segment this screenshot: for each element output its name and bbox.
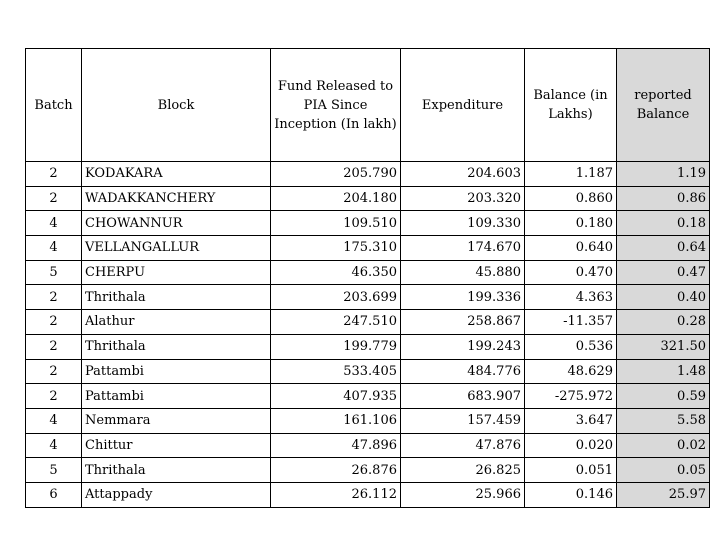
cell-expenditure: 204.603 bbox=[401, 162, 525, 187]
cell-batch: 6 bbox=[26, 482, 82, 507]
cell-block: Pattambi bbox=[82, 384, 271, 409]
header-batch: Batch bbox=[26, 49, 82, 162]
cell-balance: 0.180 bbox=[525, 211, 617, 236]
cell-block: CHOWANNUR bbox=[82, 211, 271, 236]
table-row bbox=[26, 162, 710, 187]
cell-expenditure: 47.876 bbox=[401, 433, 525, 458]
cell-block: CHERPU bbox=[82, 260, 271, 285]
cell-fund-released: 199.779 bbox=[271, 334, 401, 359]
cell-block: Thrithala bbox=[82, 458, 271, 483]
cell-fund-released: 26.112 bbox=[271, 482, 401, 507]
cell-block: WADAKKANCHERY bbox=[82, 186, 271, 211]
cell-balance: 0.860 bbox=[525, 186, 617, 211]
cell-balance: 3.647 bbox=[525, 408, 617, 433]
cell-batch: 2 bbox=[26, 310, 82, 335]
cell-expenditure: 174.670 bbox=[401, 236, 525, 261]
cell-expenditure: 157.459 bbox=[401, 408, 525, 433]
table-row bbox=[26, 359, 710, 384]
cell-reported-balance: 0.47 bbox=[617, 260, 710, 285]
cell-reported-balance: 0.05 bbox=[617, 458, 710, 483]
cell-block: VELLANGALLUR bbox=[82, 236, 271, 261]
cell-balance: 0.051 bbox=[525, 458, 617, 483]
cell-batch: 4 bbox=[26, 408, 82, 433]
cell-balance: 0.470 bbox=[525, 260, 617, 285]
table-row bbox=[26, 285, 710, 310]
cell-balance: 0.146 bbox=[525, 482, 617, 507]
table-row bbox=[26, 408, 710, 433]
cell-expenditure: 199.243 bbox=[401, 334, 525, 359]
cell-block: Alathur bbox=[82, 310, 271, 335]
cell-fund-released: 533.405 bbox=[271, 359, 401, 384]
cell-expenditure: 683.907 bbox=[401, 384, 525, 409]
cell-batch: 2 bbox=[26, 334, 82, 359]
cell-block: KODAKARA bbox=[82, 162, 271, 187]
cell-fund-released: 204.180 bbox=[271, 186, 401, 211]
cell-balance: 0.536 bbox=[525, 334, 617, 359]
cell-block: Chittur bbox=[82, 433, 271, 458]
cell-balance: 0.640 bbox=[525, 236, 617, 261]
cell-fund-released: 247.510 bbox=[271, 310, 401, 335]
cell-reported-balance: 25.97 bbox=[617, 482, 710, 507]
cell-batch: 4 bbox=[26, 236, 82, 261]
table-row bbox=[26, 334, 710, 359]
cell-batch: 4 bbox=[26, 433, 82, 458]
table-row bbox=[26, 186, 710, 211]
cell-fund-released: 407.935 bbox=[271, 384, 401, 409]
cell-reported-balance: 1.19 bbox=[617, 162, 710, 187]
header-block: Block bbox=[82, 49, 271, 162]
cell-reported-balance: 321.50 bbox=[617, 334, 710, 359]
cell-reported-balance: 0.59 bbox=[617, 384, 710, 409]
cell-reported-balance: 0.18 bbox=[617, 211, 710, 236]
cell-balance: 1.187 bbox=[525, 162, 617, 187]
cell-reported-balance: 0.86 bbox=[617, 186, 710, 211]
table-row bbox=[26, 260, 710, 285]
cell-expenditure: 26.825 bbox=[401, 458, 525, 483]
cell-reported-balance: 5.58 bbox=[617, 408, 710, 433]
header-balance: Balance (in Lakhs) bbox=[525, 49, 617, 162]
cell-balance: -11.357 bbox=[525, 310, 617, 335]
cell-expenditure: 45.880 bbox=[401, 260, 525, 285]
cell-balance: 4.363 bbox=[525, 285, 617, 310]
cell-reported-balance: 0.40 bbox=[617, 285, 710, 310]
cell-expenditure: 484.776 bbox=[401, 359, 525, 384]
cell-batch: 2 bbox=[26, 359, 82, 384]
cell-fund-released: 47.896 bbox=[271, 433, 401, 458]
cell-expenditure: 258.867 bbox=[401, 310, 525, 335]
cell-reported-balance: 0.28 bbox=[617, 310, 710, 335]
cell-block: Nemmara bbox=[82, 408, 271, 433]
cell-fund-released: 161.106 bbox=[271, 408, 401, 433]
cell-balance: 48.629 bbox=[525, 359, 617, 384]
cell-batch: 5 bbox=[26, 260, 82, 285]
cell-fund-released: 205.790 bbox=[271, 162, 401, 187]
cell-fund-released: 26.876 bbox=[271, 458, 401, 483]
cell-block: Thrithala bbox=[82, 334, 271, 359]
cell-block: Pattambi bbox=[82, 359, 271, 384]
table-row bbox=[26, 236, 710, 261]
cell-expenditure: 109.330 bbox=[401, 211, 525, 236]
table-row bbox=[26, 384, 710, 409]
cell-fund-released: 46.350 bbox=[271, 260, 401, 285]
table-row bbox=[26, 482, 710, 507]
table-row bbox=[26, 211, 710, 236]
table-row bbox=[26, 433, 710, 458]
header-expenditure: Expenditure bbox=[401, 49, 525, 162]
cell-balance: 0.020 bbox=[525, 433, 617, 458]
cell-block: Thrithala bbox=[82, 285, 271, 310]
fund-balance-table bbox=[25, 48, 710, 508]
header-fund-released: Fund Released to PIA Since Inception (In lakh) bbox=[271, 49, 401, 162]
cell-batch: 4 bbox=[26, 211, 82, 236]
table-row bbox=[26, 458, 710, 483]
cell-batch: 2 bbox=[26, 162, 82, 187]
cell-expenditure: 25.966 bbox=[401, 482, 525, 507]
cell-fund-released: 175.310 bbox=[271, 236, 401, 261]
cell-reported-balance: 0.02 bbox=[617, 433, 710, 458]
cell-fund-released: 203.699 bbox=[271, 285, 401, 310]
cell-expenditure: 203.320 bbox=[401, 186, 525, 211]
table-row bbox=[26, 310, 710, 335]
cell-batch: 2 bbox=[26, 384, 82, 409]
cell-expenditure: 199.336 bbox=[401, 285, 525, 310]
cell-block: Attappady bbox=[82, 482, 271, 507]
cell-batch: 5 bbox=[26, 458, 82, 483]
table-header-row bbox=[26, 49, 710, 162]
cell-fund-released: 109.510 bbox=[271, 211, 401, 236]
cell-balance: -275.972 bbox=[525, 384, 617, 409]
cell-batch: 2 bbox=[26, 285, 82, 310]
cell-reported-balance: 1.48 bbox=[617, 359, 710, 384]
cell-batch: 2 bbox=[26, 186, 82, 211]
cell-reported-balance: 0.64 bbox=[617, 236, 710, 261]
header-reported-balance: reported Balance bbox=[617, 49, 710, 162]
